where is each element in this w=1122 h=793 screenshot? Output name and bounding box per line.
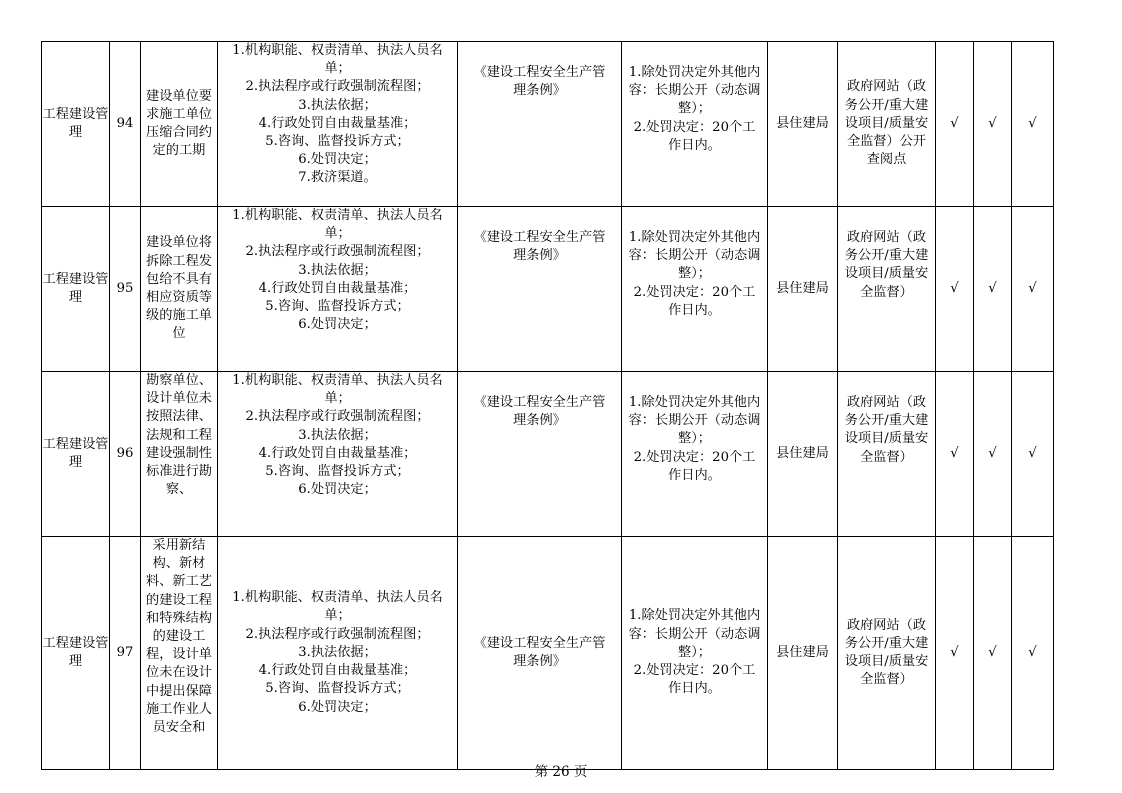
check-cell: √	[936, 537, 974, 770]
content-cell: 1.机构职能、权责清单、执法人员名单； 2.执法程序或行政强制流程图； 3.执法依据； 4.行政处罚自由裁量基准； 5.咨询、监督投诉方式； 6.处罚决定； 7.救济渠道。	[218, 42, 458, 207]
number-cell: 94	[110, 42, 141, 207]
check-cell: √	[936, 207, 974, 372]
table-row	[42, 537, 1054, 770]
check-cell: √	[1012, 372, 1054, 537]
category-cell: 工程建设管理	[42, 537, 110, 770]
number-cell: 97	[110, 537, 141, 770]
check-cell: √	[974, 207, 1012, 372]
content-cell: 1.机构职能、权责清单、执法人员名单； 2.执法程序或行政强制流程图； 3.执法依据； 4.行政处罚自由裁量基准； 5.咨询、监督投诉方式； 6.处罚决定；	[218, 372, 458, 537]
number-cell: 96	[110, 372, 141, 537]
subject-cell: 县住建局	[768, 42, 838, 207]
item-cell: 勘察单位、设计单位未按照法律、法规和工程建设强制性标准进行勘察、	[141, 372, 218, 537]
basis-cell: 《建设工程安全生产管理条例》	[458, 537, 622, 770]
content-cell: 1.机构职能、权责清单、执法人员名单； 2.执法程序或行政强制流程图； 3.执法依据； 4.行政处罚自由裁量基准； 5.咨询、监督投诉方式； 6.处罚决定；	[218, 207, 458, 372]
basis-cell: 《建设工程安全生产管理条例》	[458, 372, 622, 537]
page-number: 第 26 页	[534, 764, 588, 780]
category-cell: 工程建设管理	[42, 42, 110, 207]
category-cell: 工程建设管理	[42, 372, 110, 537]
scope-cell: 1.除处罚决定外其他内容：长期公开（动态调整）； 2.处罚决定：20个工作日内。	[622, 207, 768, 372]
disclosure-table	[41, 41, 1054, 770]
channel-cell: 政府网站（政务公开/重大建设项目/质量安全监督）	[838, 537, 936, 770]
subject-cell: 县住建局	[768, 537, 838, 770]
item-cell: 采用新结构、新材料、新工艺的建设工程和特殊结构的建设工程，设计单位未在设计中提出保障施工作业人员安全和	[141, 537, 218, 770]
check-cell: √	[1012, 42, 1054, 207]
basis-cell: 《建设工程安全生产管理条例》	[458, 207, 622, 372]
subject-cell: 县住建局	[768, 207, 838, 372]
subject-cell: 县住建局	[768, 372, 838, 537]
number-cell: 95	[110, 207, 141, 372]
item-cell: 建设单位将拆除工程发包给不具有相应资质等级的施工单位	[141, 207, 218, 372]
check-cell: √	[936, 372, 974, 537]
channel-cell: 政府网站（政务公开/重大建设项目/质量安全监督）	[838, 207, 936, 372]
table-row	[42, 42, 1054, 207]
scope-cell: 1.除处罚决定外其他内容：长期公开（动态调整）； 2.处罚决定：20个工作日内。	[622, 537, 768, 770]
channel-cell: 政府网站（政务公开/重大建设项目/质量安全监督）公开查阅点	[838, 42, 936, 207]
check-cell: √	[974, 372, 1012, 537]
table-row	[42, 372, 1054, 537]
item-cell: 建设单位要求施工单位压缩合同约定的工期	[141, 42, 218, 207]
category-cell: 工程建设管理	[42, 207, 110, 372]
check-cell: √	[1012, 537, 1054, 770]
channel-cell: 政府网站（政务公开/重大建设项目/质量安全监督）	[838, 372, 936, 537]
check-cell: √	[1012, 207, 1054, 372]
table-row	[42, 207, 1054, 372]
check-cell: √	[974, 42, 1012, 207]
content-cell: 1.机构职能、权责清单、执法人员名单； 2.执法程序或行政强制流程图； 3.执法依据； 4.行政处罚自由裁量基准； 5.咨询、监督投诉方式； 6.处罚决定；	[218, 537, 458, 770]
scope-cell: 1.除处罚决定外其他内容：长期公开（动态调整）； 2.处罚决定：20个工作日内。	[622, 372, 768, 537]
basis-cell: 《建设工程安全生产管理条例》	[458, 42, 622, 207]
check-cell: √	[974, 537, 1012, 770]
check-cell: √	[936, 42, 974, 207]
scope-cell: 1.除处罚决定外其他内容：长期公开（动态调整）； 2.处罚决定：20个工作日内。	[622, 42, 768, 207]
